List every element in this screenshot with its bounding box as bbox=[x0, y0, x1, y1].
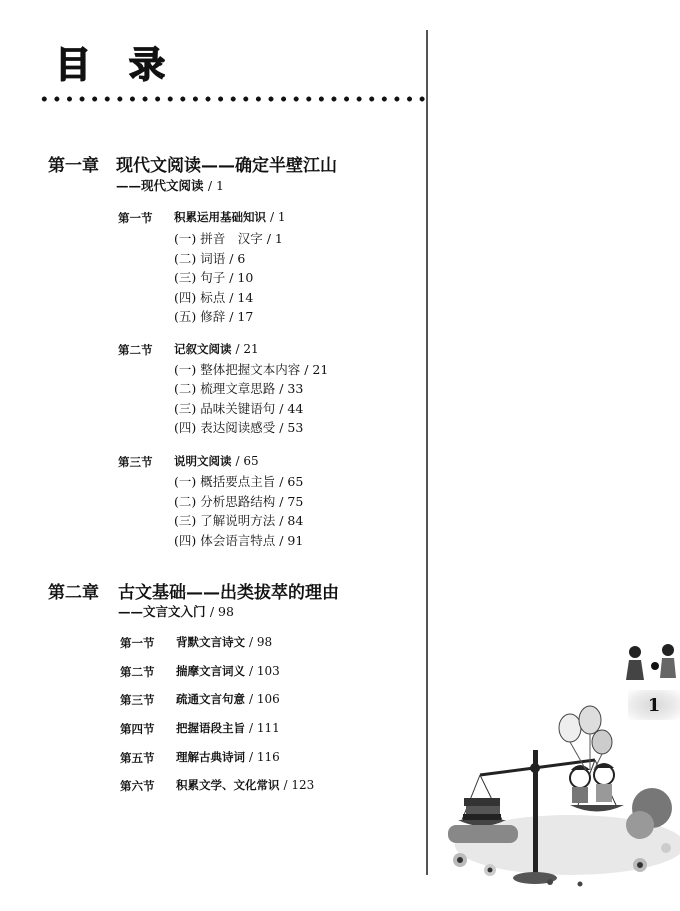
toc-item: (二) 分析思路结构 / 75 bbox=[174, 494, 304, 509]
section-2-5-title-text: 理解古典诗词 bbox=[176, 750, 245, 764]
chapter-1-label: 第一章 bbox=[48, 156, 99, 176]
chapter-1-title: 现代文阅读——确定半壁江山 bbox=[116, 156, 337, 176]
title-char-mu: 目 bbox=[54, 44, 91, 86]
toc-item: (三) 了解说明方法 / 84 bbox=[174, 513, 304, 528]
section-2-3-label: 第三节 bbox=[120, 693, 155, 707]
toc-item: (四) 体会语言特点 / 91 bbox=[174, 533, 304, 548]
section-2-5-title bbox=[176, 749, 280, 765]
dotted-rule bbox=[38, 94, 426, 104]
section-1-2-label: 第二节 bbox=[118, 343, 153, 357]
section-2-1-label: 第一节 bbox=[120, 636, 155, 650]
toc-item: (三) 句子 / 10 bbox=[174, 270, 254, 285]
section-2-4-page: / 111 bbox=[249, 721, 280, 735]
section-2-2-title-text: 揣摩文言词义 bbox=[176, 664, 245, 678]
section-2-5-label: 第五节 bbox=[120, 751, 155, 765]
toc-item: (一) 拼音 汉字 / 1 bbox=[174, 231, 283, 246]
section-2-1-page: / 98 bbox=[249, 635, 273, 649]
chapter-2-subtitle-page: / 98 bbox=[209, 604, 234, 619]
section-2-2-title bbox=[176, 663, 280, 679]
vertical-divider bbox=[426, 30, 428, 875]
section-1-3-page: / 65 bbox=[235, 454, 259, 468]
section-2-6-title bbox=[176, 777, 314, 793]
section-2-3-page: / 106 bbox=[249, 692, 280, 706]
section-1-3-title bbox=[174, 453, 259, 469]
toc-item: (四) 表达阅读感受 / 53 bbox=[174, 420, 304, 435]
section-1-1-title bbox=[174, 209, 286, 225]
section-2-2-label: 第二节 bbox=[120, 665, 155, 679]
chapter-1-subtitle bbox=[116, 176, 224, 194]
toc-item: (三) 品味关键语句 / 44 bbox=[174, 401, 304, 416]
kids-on-scale-icon bbox=[570, 760, 624, 812]
chapter-2-subtitle-text: ——文言文入门 bbox=[118, 604, 206, 619]
section-2-3-title-text: 疏通文言句意 bbox=[176, 692, 245, 706]
small-kids-icon bbox=[626, 644, 676, 680]
section-1-2-page: / 21 bbox=[235, 342, 259, 356]
chapter-1-subtitle-page: / 1 bbox=[207, 178, 225, 193]
chapter-2-subtitle bbox=[118, 602, 234, 620]
section-1-3-label: 第三节 bbox=[118, 455, 153, 469]
section-2-2-page: / 103 bbox=[249, 664, 280, 678]
toc-item: (五) 修辞 / 17 bbox=[174, 309, 254, 324]
section-1-3-title-text: 说明文阅读 bbox=[174, 454, 232, 468]
toc-item: (二) 词语 / 6 bbox=[174, 251, 246, 266]
scale-illustration bbox=[430, 620, 680, 890]
title-char-lu: 录 bbox=[128, 44, 165, 86]
section-2-1-title bbox=[176, 634, 272, 650]
section-1-2-title bbox=[174, 341, 259, 357]
toc-item: (一) 概括要点主旨 / 65 bbox=[174, 474, 304, 489]
section-2-4-title-text: 把握语段主旨 bbox=[176, 721, 245, 735]
section-1-1-page: / 1 bbox=[270, 210, 286, 224]
section-1-1-title-text: 积累运用基础知识 bbox=[174, 210, 266, 224]
page-number: 1 bbox=[628, 690, 680, 720]
toc-item: (二) 梳理文章思路 / 33 bbox=[174, 381, 304, 396]
section-2-6-label: 第六节 bbox=[120, 779, 155, 793]
section-2-4-label: 第四节 bbox=[120, 722, 155, 736]
section-2-4-title bbox=[176, 720, 280, 736]
section-2-3-title bbox=[176, 691, 280, 707]
chapter-2-title: 古文基础——出类拔萃的理由 bbox=[118, 583, 339, 603]
section-1-2-title-text: 记叙文阅读 bbox=[174, 342, 232, 356]
section-2-6-page: / 123 bbox=[283, 778, 315, 792]
chapter-2-label: 第二章 bbox=[48, 583, 99, 603]
toc-item: (四) 标点 / 14 bbox=[174, 290, 254, 305]
section-1-1-label: 第一节 bbox=[118, 211, 153, 225]
section-2-1-title-text: 背默文言诗文 bbox=[176, 635, 245, 649]
books-icon bbox=[448, 775, 518, 843]
section-2-6-title-text: 积累文学、文化常识 bbox=[176, 778, 280, 792]
toc-item: (一) 整体把握文本内容 / 21 bbox=[174, 362, 329, 377]
chapter-1-subtitle-text: ——现代文阅读 bbox=[116, 178, 204, 193]
section-2-5-page: / 116 bbox=[249, 750, 280, 764]
